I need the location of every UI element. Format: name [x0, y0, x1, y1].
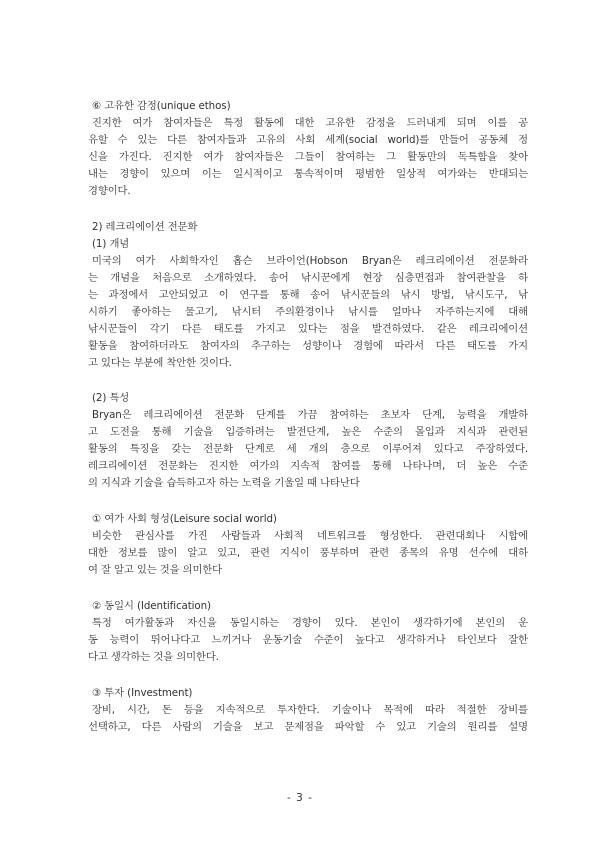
paragraph-line: 대한 정보를 많이 알고 있고, 관련 지식이 풍부하며 관련 종목의 유명 선수에 대하: [88, 547, 528, 559]
paragraph-line: 고 도전을 통해 기술을 입증하려는 발전단계, 높은 수준의 몰입과 지식과 관련된: [88, 426, 528, 438]
subsection-heading-investment: ③ 투자 (Investment): [92, 687, 193, 699]
subsection-heading-characteristics: (2) 특성: [92, 392, 130, 404]
subsection-heading-unique-ethos: ⑥ 고유한 감정(unique ethos): [92, 100, 231, 112]
section-heading-recreation-specialization: 2) 레크리에이션 전문화: [92, 221, 198, 233]
paragraph-line: 레크리에이션 전문화는 진지한 여가의 지속적 참여를 통해 나타나며, 더 높은 수준: [88, 460, 528, 472]
subsection-heading-leisure-social-world: ① 여가 사회 형성(Leisure social world): [92, 513, 277, 525]
paragraph-line: 는 과정에서 고안되었고 이 연구를 통해 송어 낚시꾼들의 낚시 방법, 낚시도구, 낚: [88, 289, 528, 301]
page-number: - 3 -: [287, 792, 313, 804]
paragraph-line: 신을 가진다. 진지한 여가 참여자들은 그들이 참여하는 그 활동만의 독특함을 찾아: [88, 151, 528, 163]
paragraph-line: 는 개념을 처음으로 소개하였다. 송어 낚시꾼에게 현장 심층면접과 참여관찰을 하: [88, 272, 528, 284]
paragraph-line: 낚시꾼들이 각기 다른 태도를 가지고 있다는 점을 발견하였다. 같은 레크리에이션: [88, 323, 528, 335]
paragraph-line: 다고 생각하는 것을 의미한다.: [88, 651, 219, 663]
paragraph-line: 유할 수 있는 다른 참여자들과 고유의 사회 세계(social world)를 만들어 공동체 정: [88, 134, 528, 146]
paragraph-line: 비슷한 관심사를 가진 사람들과 사회적 네트워크를 형성한다. 관련대회나 시합에: [92, 530, 528, 542]
paragraph-line: 의 지식과 기술을 습득하고자 하는 노력을 기울일 때 나타난다: [88, 477, 360, 489]
paragraph-line: 활동의 특징을 갖는 전문화 단계로 세 개의 층으로 이루어져 있다고 주장하였다.: [88, 443, 528, 455]
subsection-heading-concept: (1) 개념: [92, 238, 130, 250]
paragraph-line: 미국의 여가 사회학자인 홉슨 브라이언(Hobson Bryan은 레크리에이션 전문화라: [92, 255, 528, 267]
paragraph-line: 내는 경향이 있으며 이는 일시적이고 통속적이며 평범한 일상적 여가와는 반대되는: [88, 168, 528, 180]
paragraph-line: 여 잘 알고 있는 것을 의미한다: [88, 564, 223, 576]
paragraph-line: 동 능력이 뛰어나다고 느끼거나 운동기술 수준이 높다고 생각하거나 타인보다 잘한: [88, 634, 528, 646]
paragraph-line: 시하기 좋아하는 물고기, 낚시터 주의환경이나 낚시를 얼마나 자주하는지에 대해: [88, 306, 528, 318]
paragraph-line: 고 있다는 부분에 착안한 것이다.: [88, 357, 232, 369]
paragraph-line: 선택하고, 다른 사람의 기술을 보고 문제점을 파악할 수 있고 기술의 원리를 설명: [88, 721, 528, 733]
paragraph-line: 경향이다.: [88, 185, 131, 197]
paragraph-line: 활동을 참여하더라도 참여자의 추구하는 성향이나 경험에 따라서 다른 태도를 가지: [88, 340, 528, 352]
paragraph-line: Bryan은 레크리에이션 전문화 단계를 가끔 참여하는 초보자 단계, 능력을 개발하: [92, 409, 528, 421]
subsection-heading-identification: ② 동일시 (Identification): [92, 600, 211, 612]
paragraph-line: 장비, 시간, 돈 등을 지속적으로 투자한다. 기술이나 목적에 따라 적절한 장비를: [92, 704, 528, 716]
paragraph-line: 진지한 여가 참여자들은 특정 활동에 대한 고유한 감정을 드러내게 되며 이를 공: [92, 117, 528, 129]
paragraph-line: 특정 여가활동과 자신을 동일시하는 경향이 있다. 본인이 생각하기에 본인의 운: [92, 617, 528, 629]
